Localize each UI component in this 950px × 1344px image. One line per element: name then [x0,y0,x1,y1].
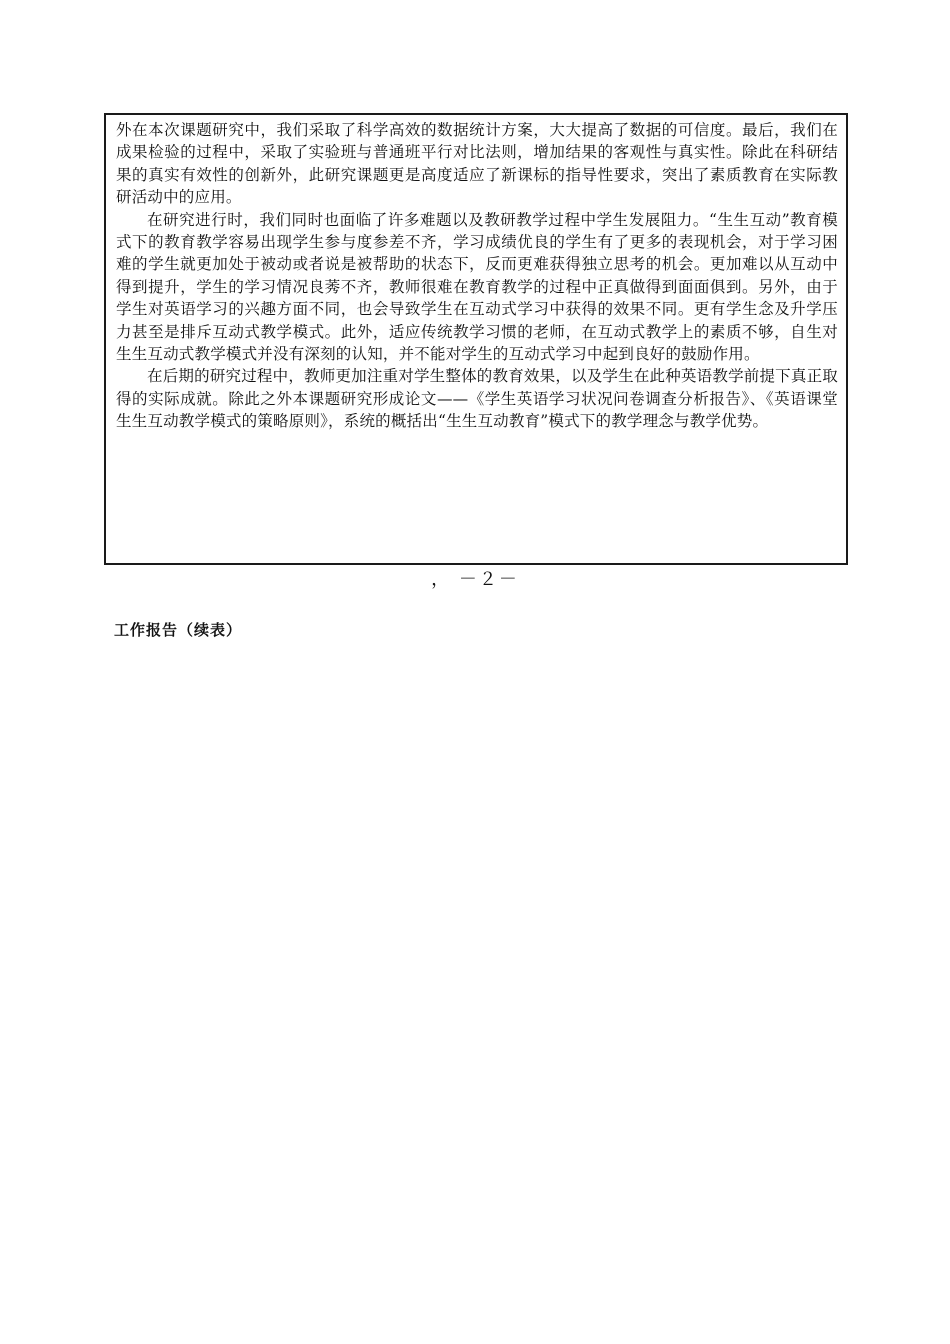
report-paragraph-3: 在后期的研究过程中，教师更加注重对学生整体的教育效果，以及学生在此种英语教学前提下真正取得的实际成就。除此之外本课题研究形成论文——《学生英语学习状况问卷调查分析报告》、《英语课堂生生互动教学模式的策略原则》，系统的概括出“生生互动教育”模式下的教学理念与教学优势。 [116,367,838,431]
report-paragraph-2: 在研究进行时，我们同时也面临了许多难题以及教研教学过程中学生发展阻力。“生生互动”教育模式下的教育教学容易出现学生参与度参差不齐，学习成绩优良的学生有了更多的表现机会，对于学习困难的学生就更加处于被动或者说是被帮助的状态下，反而更难获得独立思考的机会。更加难以从互动中得到提升，学生的学习情况良莠不齐，教师很难在教育教学的过程中正真做得到面面俱到。另外，由于学生对英语学习的兴趣方面不同，也会导致学生在互动式学习中获得的效果不同。更有学生念及升学压力甚至是排斥互动式教学模式。此外，适应传统教学习惯的老师，在互动式教学上的素质不够，自生对生生互动式教学模式并没有深刻的认知，并不能对学生的互动式学习中起到良好的鼓励作用。 [116,210,838,364]
section-title: 工作报告（续表） [114,621,243,639]
report-table-cell [104,113,848,565]
report-paragraph-1: 外在本次课题研究中，我们采取了科学高效的数据统计方案，大大提高了数据的可信度。最后，我们在成果检验的过程中，采取了实验班与普通班平行对比法则，增加结果的客观性与真实性。除此在科研结果的真实有效性的创新外，此研究课题更是高度适应了新课标的指导性要求，突出了素质教育在实际教研活动中的应用。 [116,121,838,207]
page-number: ， －２－ [431,569,519,590]
